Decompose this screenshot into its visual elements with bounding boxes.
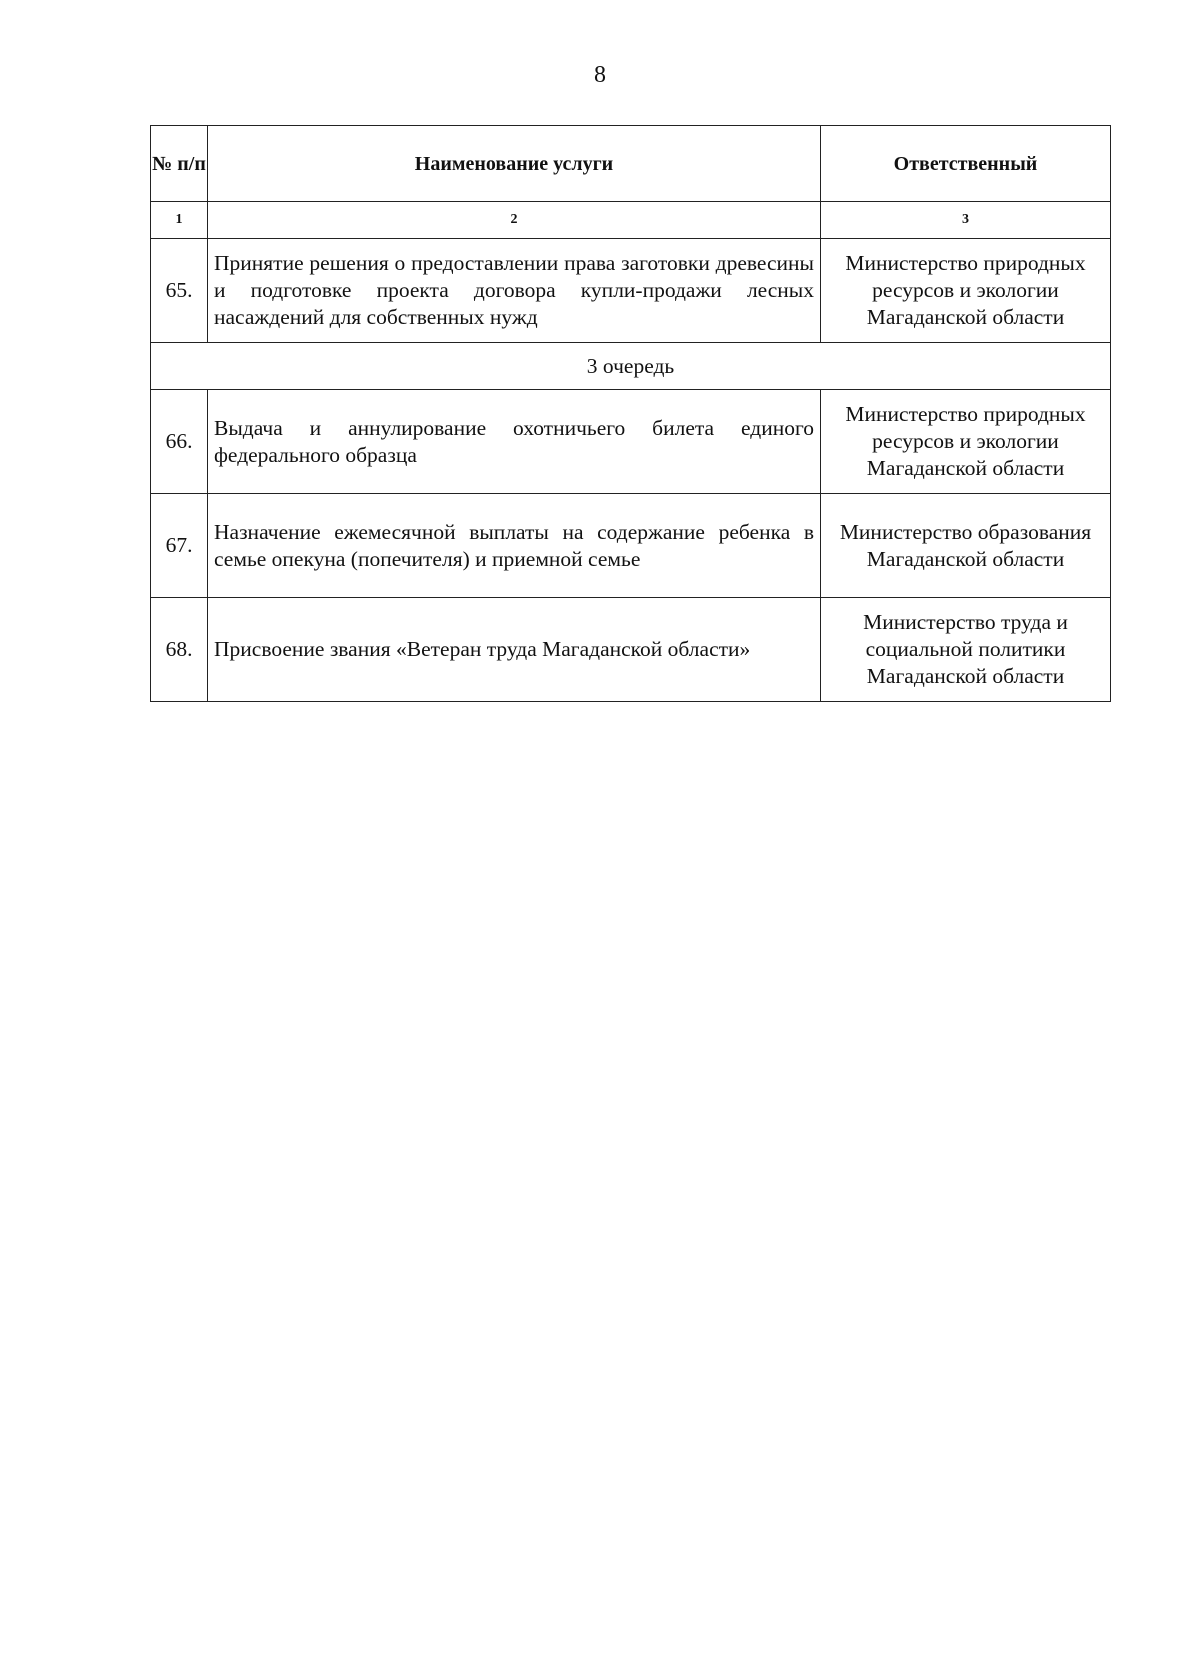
column-number: 2 <box>208 202 821 239</box>
row-number: 65. <box>151 239 208 343</box>
row-number: 67. <box>151 494 208 598</box>
responsible-body: Министерство образования Магаданской области <box>821 494 1111 598</box>
table-row <box>151 390 1111 494</box>
column-numbers-row <box>151 202 1111 239</box>
table-row <box>151 598 1111 702</box>
responsible-body: Министерство природных ресурсов и экологии Магаданской области <box>821 239 1111 343</box>
table-row <box>151 239 1111 343</box>
page-number: 8 <box>594 62 606 88</box>
header-responsible: Ответственный <box>821 126 1111 202</box>
header-num: № п/п <box>151 126 208 202</box>
service-name: Присвоение звания «Ветеран труда Магаданской области» <box>208 598 821 702</box>
responsible-body: Министерство труда и социальной политики Магаданской области <box>821 598 1111 702</box>
service-name: Принятие решения о предоставлении права заготовки древесины и подготовке проекта договора купли-продажи лесных насаждений для собственных нужд <box>208 239 821 343</box>
section-row <box>151 343 1111 390</box>
table-header-row <box>151 126 1111 202</box>
responsible-body: Министерство природных ресурсов и экологии Магаданской области <box>821 390 1111 494</box>
column-number: 3 <box>821 202 1111 239</box>
table-row <box>151 494 1111 598</box>
services-table <box>150 125 1111 702</box>
service-name: Назначение ежемесячной выплаты на содержание ребенка в семье опекуна (попечителя) и приемной семье <box>208 494 821 598</box>
row-number: 68. <box>151 598 208 702</box>
header-name: Наименование услуги <box>208 126 821 202</box>
service-name: Выдача и аннулирование охотничьего билета единого федерального образца <box>208 390 821 494</box>
row-number: 66. <box>151 390 208 494</box>
section-title: 3 очередь <box>151 343 1111 390</box>
column-number: 1 <box>151 202 208 239</box>
